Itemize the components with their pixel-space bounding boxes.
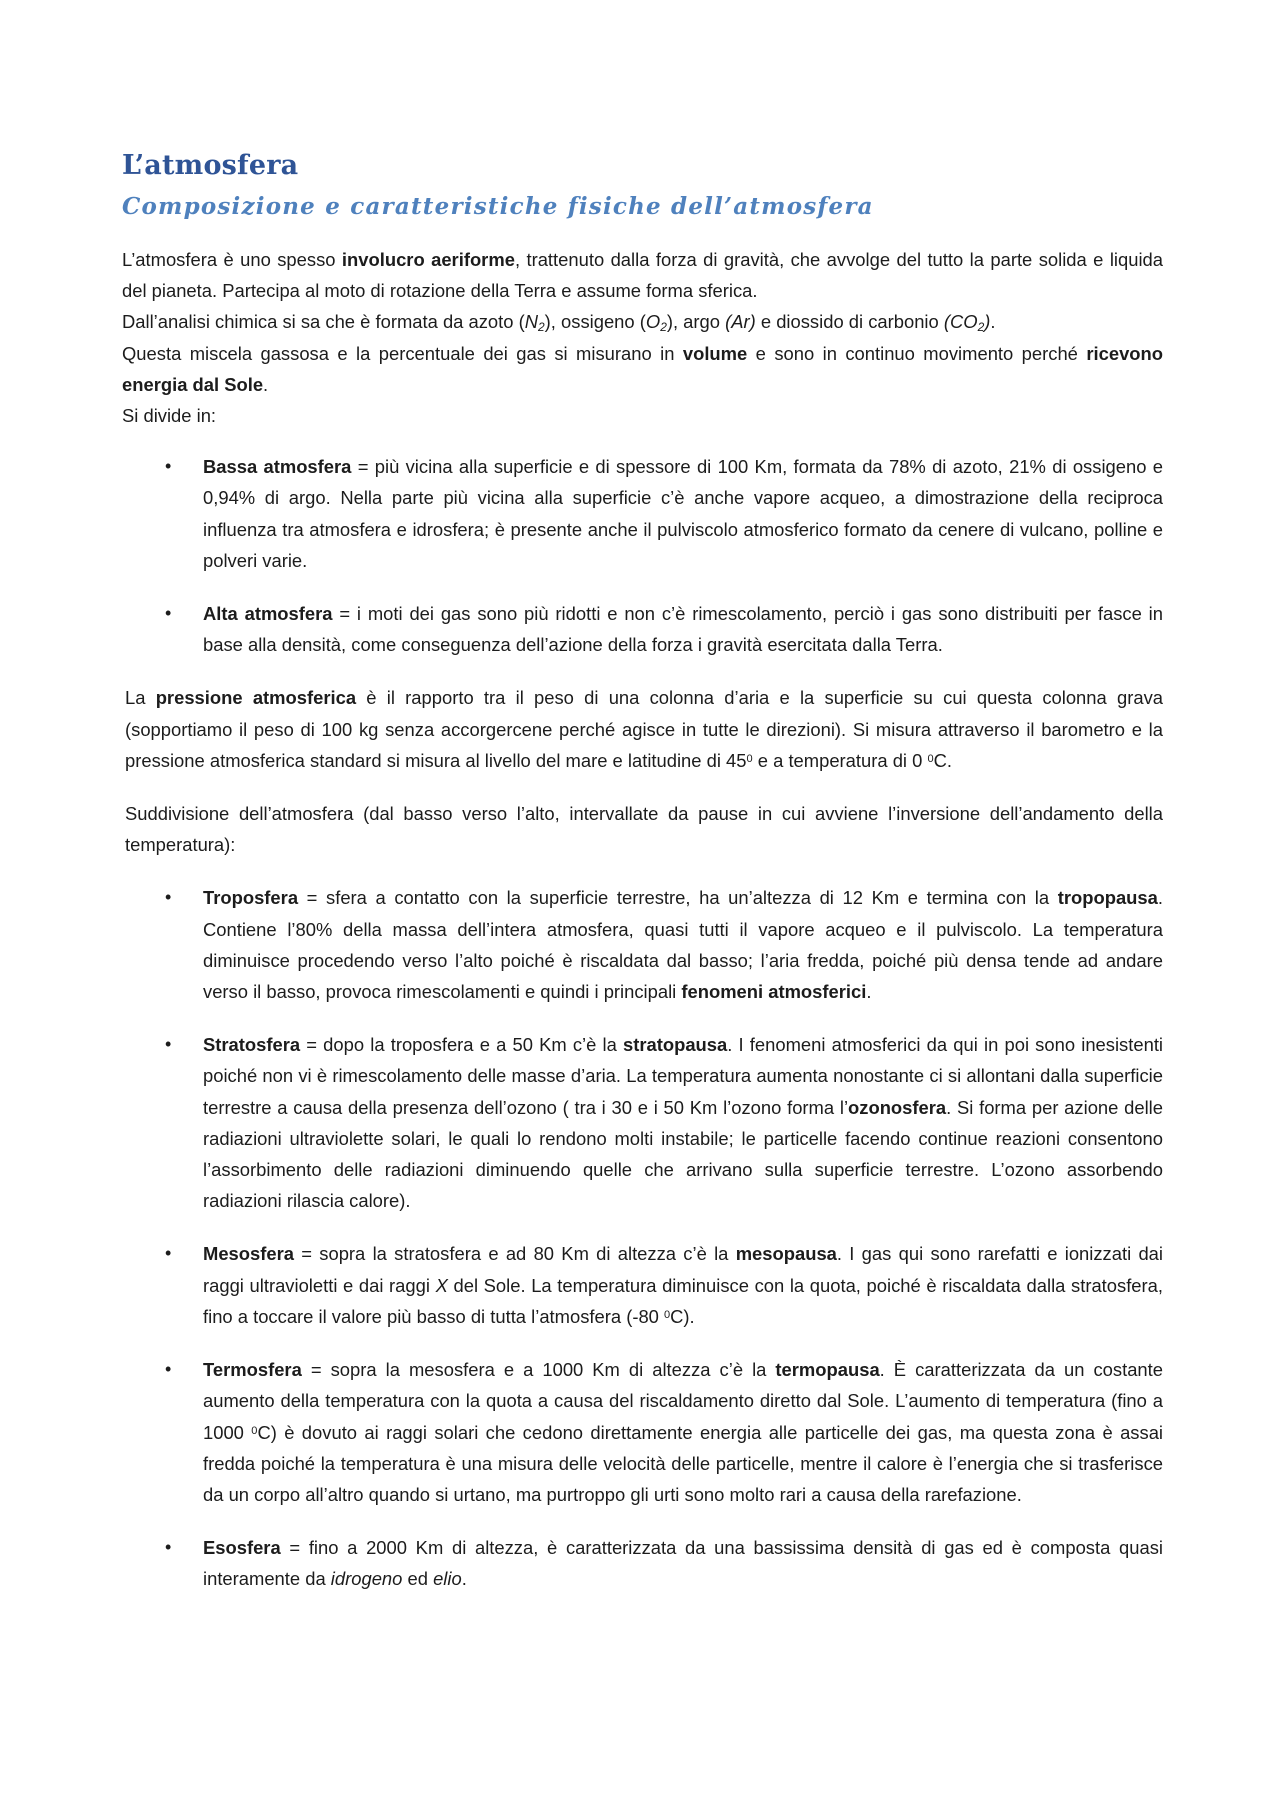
bullet-icon: • [165, 456, 172, 477]
bullet-icon: • [165, 887, 172, 908]
bullet-icon: • [165, 603, 172, 624]
bullet-icon: • [165, 1359, 172, 1380]
page-subtitle: Composizione e caratteristiche fisiche dell’atmosfera [122, 193, 874, 220]
keyword-involucro: involucro aeriforme [341, 249, 515, 270]
page-title: L’atmosfera [122, 150, 299, 181]
list-item: • Troposfera = sfera a contatto con la superficie terrestre, ha un’altezza di 12 Km e termina con la tropopausa. Contiene l’80% della massa dell’intera atmosfera, quasi tutti il vapore acqueo e il pulviscolo. La temperatura diminuisce procedendo verso l’alto poiché è riscaldata dal basso; l’aria fredda, poiché più densa tende ad andare verso il basso, provoca rimescolamenti e quindi i principali fenomeni atmosferici. [122, 882, 1163, 1007]
subdivision-paragraph: Suddivisione dell’atmosfera (dal basso verso l’alto, intervallate da pause in cui avviene l’inversione dell’andamento della temperatura): [125, 803, 1163, 856]
document-body [122, 244, 1163, 1595]
list-item: • Termosfera = sopra la mesosfera e a 1000 Km di altezza c’è la termopausa. È caratterizzata da un costante aumento della temperatura con la quota a causa del riscaldamento diretto dal Sole. L’aumento di temperatura (fino a 1000 $^0$C) è dovuto ai raggi solari che cedono direttamente energia alle particelle dei gas, ma questa zona è assai fredda poiché la temperatura è una misura delle velocità delle particelle, mentre il calore è l’energia che si trasferisce da un corpo all’altro quando si urtano, ma purtroppo gli urti sono molto rari a causa della rarefazione. [122, 1354, 1163, 1510]
list-item: • Alta atmosfera = i moti dei gas sono più ridotti e non c’è rimescolamento, perciò i gas sono distribuiti per fasce in base alla densità, come conseguenza dell’azione della forza i gravità esercitata dalla Terra. [122, 598, 1163, 660]
bullet-icon: • [165, 1243, 172, 1264]
list-item: • Bassa atmosfera = più vicina alla superficie e di spessore di 100 Km, formata da 78% di azoto, 21% di ossigeno e 0,94% di argo. Nella parte più vicina alla superficie c’è anche vapore acqueo, a dimostrazione della reciproca influenza tra atmosfera e idrosfera; è presente anche il pulviscolo atmosferico formato da cenere di vulcano, polline e polveri varie. [122, 451, 1163, 576]
intro-paragraph-3: Questa miscela gassosa e la percentuale dei gas si misurano in volume e sono in continuo movimento perché ricevono energia dal Sole. [122, 342, 1163, 395]
atmosphere-layers-list [122, 882, 1163, 1594]
bullet-icon: • [165, 1034, 172, 1055]
intro-paragraph-2: Dall’analisi chimica si sa che è formata da azoto $(N_2)$, ossigeno $(O_2)$, argo (Ar) e diossido di carbonio $(CO_2)$. [122, 311, 996, 335]
bullet-icon: • [165, 1537, 172, 1558]
list-item: • Mesosfera = sopra la stratosfera e ad 80 Km di altezza c’è la mesopausa. I gas qui sono rarefatti e ionizzati dai raggi ultravioletti e dai raggi X del Sole. La temperatura diminuisce con la quota, poiché è riscaldata dalla stratosfera, fino a toccare il valore più basso di tutta l’atmosfera (-80 $^0$C). [122, 1238, 1163, 1332]
list-item: • Esosfera = fino a 2000 Km di altezza, è caratterizzata da una bassissima densità di gas ed è composta quasi interamente da idrogeno ed elio. [122, 1532, 1163, 1594]
list-item: • Stratosfera = dopo la troposfera e a 50 Km c’è la stratopausa. I fenomeni atmosferici da qui in poi sono inesistenti poiché non vi è rimescolamento delle masse d’aria. La temperatura aumenta nonostante ci si allontani dalla superficie terrestre a causa della presenza dell’ozono ( tra i 30 e i 50 Km l’ozono forma l’ozonosfera. Si forma per azione delle radiazioni ultraviolette solari, le quali lo rendono molti instabile; le particelle facendo continue reazioni consentono l’assorbimento delle radiazioni diminuendo quelle che arrivano sulla superficie terrestre. L’ozono assorbendo radiazioni rilascia calore). [122, 1029, 1163, 1216]
intro-paragraph-4: Si divide in: [122, 405, 217, 427]
pressure-paragraph: La pressione atmosferica è il rapporto tra il peso di una colonna d’aria e la superficie su cui questa colonna grava (sopportiamo il peso di 100 kg senza accorgercene perché agisce in tutte le direzioni). Si misura attraverso il barometro e la pressione atmosferica standard si misura al livello del mare e latitudine di $45^0$ e a temperatura di 0 $^0$C. [125, 687, 1163, 771]
intro-paragraph-1: L’atmosfera è uno spesso involucro aeriforme, trattenuto dalla forza di gravità, che avvolge del tutto la parte solida e liquida del pianeta. Partecipa al moto di rotazione della Terra e assume forma sferica. [122, 249, 1163, 302]
atmosphere-levels-list [122, 451, 1163, 660]
